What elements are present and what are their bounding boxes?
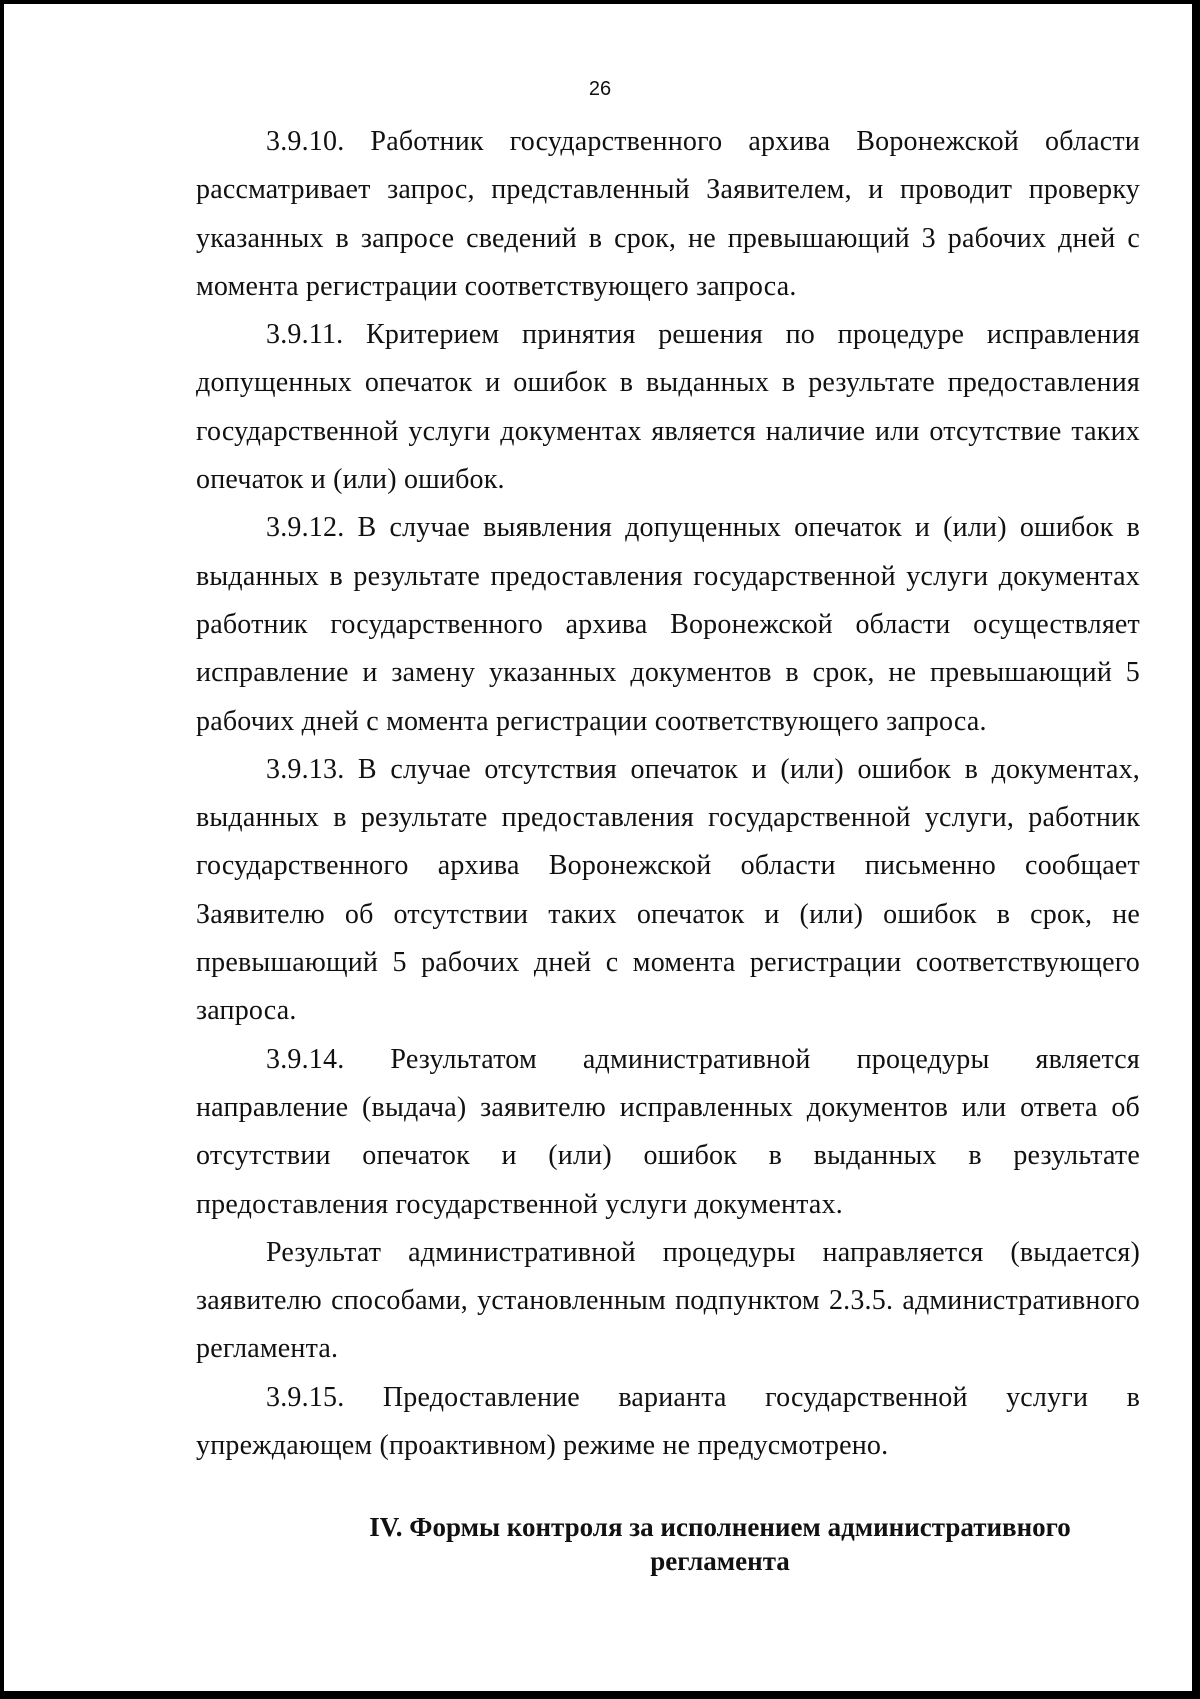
paragraph-result-delivery: Результат административной процедуры направляется (выдается) заявителю способами, установленным подпунктом 2.3.5. административного регламента. bbox=[196, 1236, 1140, 1365]
section-heading-line-2: регламента bbox=[650, 1546, 790, 1576]
document-body bbox=[196, 118, 1140, 1470]
section-heading-line-1: IV. Формы контроля за исполнением административного bbox=[369, 1512, 1071, 1542]
paragraph-3-9-14: 3.9.14. Результатом административной процедуры является направление (выдача) заявителю исправленных документов или ответа об отсутствии опечаток и (или) ошибок в выданных в результате предоставления государственной услуги документах. bbox=[196, 1043, 1140, 1220]
section-heading bbox=[300, 1510, 1140, 1578]
paragraph-3-9-11: 3.9.11. Критерием принятия решения по процедуре исправления допущенных опечаток и ошибок в выданных в результате предоставления государственной услуги документах является наличие или отсутствие таких опечаток и (или) ошибок. bbox=[196, 319, 1140, 496]
paragraph-3-9-13: 3.9.13. В случае отсутствия опечаток и (или) ошибок в документах, выданных в результате предоставления государственной услуги, работник государственного архива Воронежской области письменно сообщает Заявителю об отсутствии таких опечаток и (или) ошибок в срок, не превышающий 5 рабочих дней с момента регистрации соответствующего запроса. bbox=[196, 753, 1140, 1027]
paragraph-3-9-10: 3.9.10. Работник государственного архива Воронежской области рассматривает запрос, представленный Заявителем, и проводит проверку указанных в запросе сведений в срок, не превышающий 3 рабочих дней с момента регистрации соответствующего запроса. bbox=[196, 126, 1140, 302]
page-number: 26 bbox=[588, 78, 612, 100]
paragraph-3-9-15: 3.9.15. Предоставление варианта государственной услуги в упреждающем (проактивном) режиме не предусмотрено. bbox=[196, 1381, 1140, 1462]
paragraph-3-9-12: 3.9.12. В случае выявления допущенных опечаток и (или) ошибок в выданных в результате предоставления государственной услуги документах работник государственного архива Воронежской области осуществляет исправление и замену указанных документов в срок, не превышающий 5 рабочих дней с момента регистрации соответствующего запроса. bbox=[196, 512, 1140, 737]
